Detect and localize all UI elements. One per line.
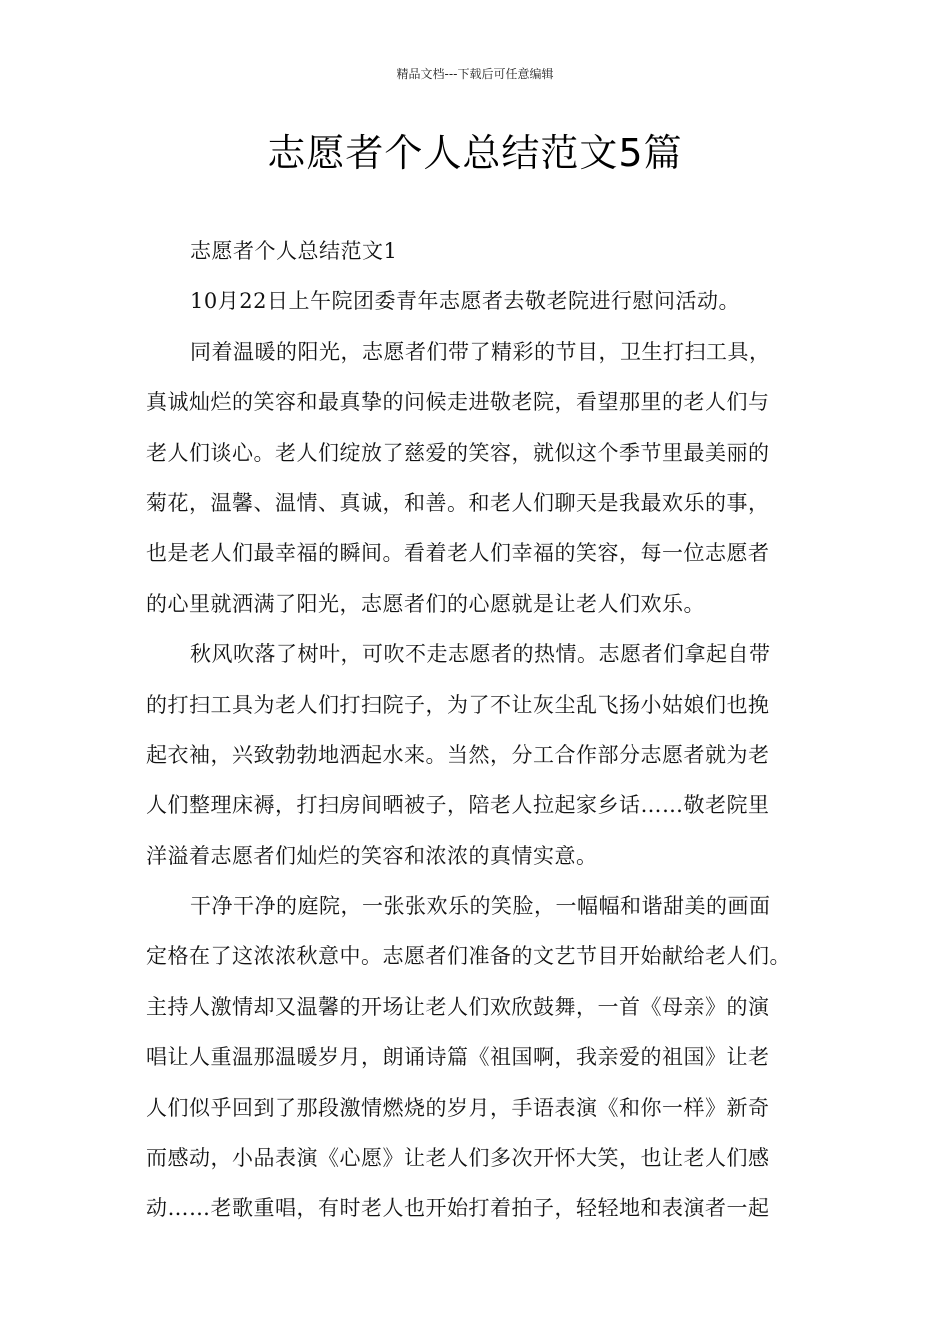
paragraph-line: 起衣袖，兴致勃勃地洒起水来。当然，分工合作部分志愿者就为老 bbox=[146, 742, 770, 767]
paragraph-line: 菊花，温馨、温情、真诚，和善。和老人们聊天是我最欢乐的事， bbox=[146, 490, 770, 515]
paragraph-line: 人们似乎回到了那段激情燃烧的岁月，手语表演《和你一样》新奇 bbox=[146, 1095, 770, 1120]
paragraph-line: 真诚灿烂的笑容和最真挚的问候走进敬老院，看望那里的老人们与 bbox=[146, 390, 770, 415]
paragraph-line: 的打扫工具为老人们打扫院子，为了不让灰尘乱飞扬小姑娘们也挽 bbox=[146, 692, 770, 717]
paragraph-line: 志愿者个人总结范文1 bbox=[190, 239, 398, 263]
paragraph-line: 动……老歌重唱，有时老人也开始打着拍子，轻轻地和表演者一起 bbox=[146, 1196, 770, 1221]
paragraph-line: 同着温暖的阳光，志愿者们带了精彩的节目，卫生打扫工具， bbox=[190, 339, 771, 364]
paragraph-line: 洋溢着志愿者们灿烂的笑容和浓浓的真情实意。 bbox=[146, 843, 598, 868]
document-title: 志愿者个人总结范文5篇 bbox=[267, 131, 683, 175]
paragraph-line: 人们整理床褥，打扫房间晒被子，陪老人拉起家乡话……敬老院里 bbox=[146, 793, 770, 818]
paragraph-line: 老人们谈心。老人们绽放了慈爱的笑容，就似这个季节里最美丽的 bbox=[146, 440, 770, 465]
document-body bbox=[146, 226, 816, 1234]
paragraph-line: 秋风吹落了树叶，可吹不走志愿者的热情。志愿者们拿起自带 bbox=[190, 642, 771, 667]
paragraph-line: 干净干净的庭院，一张张欢乐的笑脸，一幅幅和谐甜美的画面 bbox=[190, 894, 771, 919]
paragraph-line: 唱让人重温那温暖岁月，朗诵诗篇《祖国啊，我亲爱的祖国》让老 bbox=[146, 1045, 770, 1070]
paragraph-line: 的心里就洒满了阳光，志愿者们的心愿就是让老人们欢乐。 bbox=[146, 591, 705, 616]
paragraph-line: 也是老人们最幸福的瞬间。看着老人们幸福的笑容，每一位志愿者 bbox=[146, 541, 770, 566]
paragraph-line: 定格在了这浓浓秋意中。志愿者们准备的文艺节目开始献给老人们。 bbox=[146, 944, 791, 969]
paragraph-line: 10月22日上午院团委青年志愿者去敬老院进行慰问活动。 bbox=[190, 289, 740, 314]
paragraph-line: 主持人激情却又温馨的开场让老人们欢欣鼓舞，一首《母亲》的演 bbox=[146, 994, 770, 1019]
page-header: 精品文档---下载后可任意编辑 bbox=[396, 67, 554, 81]
paragraph-line: 而感动，小品表演《心愿》让老人们多次开怀大笑，也让老人们感 bbox=[146, 1146, 770, 1171]
